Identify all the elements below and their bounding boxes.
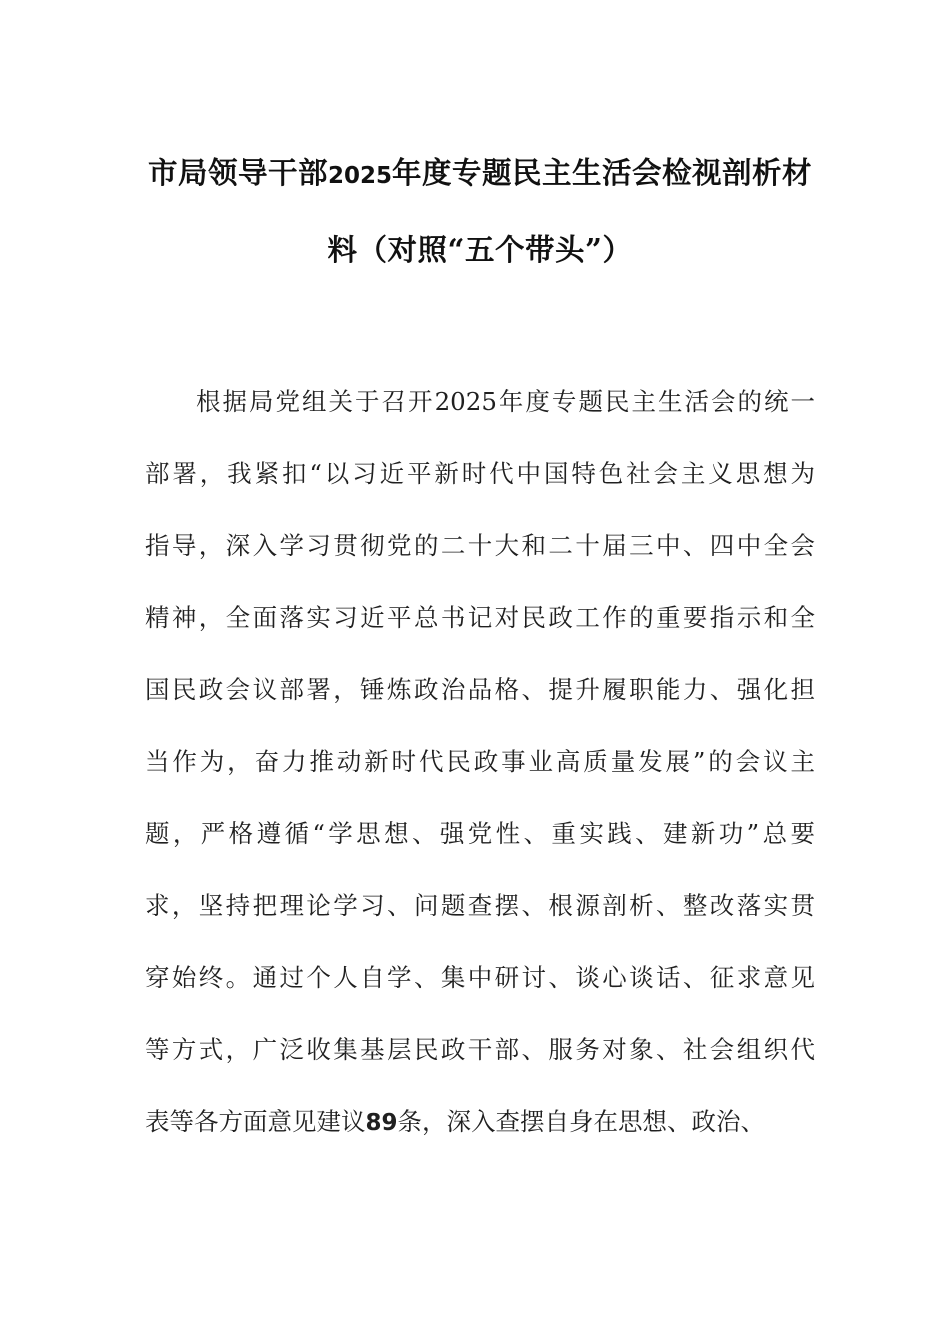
title-line-1: 市局领导干部2025年度专题民主生活会检视剖析材: [147, 155, 813, 190]
numeral: 89: [365, 1110, 398, 1136]
body-line: 题，严格遵循“学思想、强党性、重实践、建新功”总要: [145, 819, 815, 848]
body-line: 当作为，奋力推动新时代民政事业高质量发展”的会议主: [145, 747, 815, 776]
body-line: 穿始终。通过个人自学、集中研讨、谈心谈话、征求意见: [145, 963, 815, 992]
body-line: 等方式，广泛收集基层民政干部、服务对象、社会组织代: [145, 1035, 815, 1064]
numeral: 2025: [327, 163, 392, 189]
body-line: 求，坚持把理论学习、问题查摆、根源剖析、整改落实贯: [145, 891, 815, 920]
body-line: 国民政会议部署，锤炼政治品格、提升履职能力、强化担: [145, 675, 815, 704]
body-line: 指导，深入学习贯彻党的二十大和二十届三中、四中全会: [145, 531, 815, 560]
body-line: 精神，全面落实习近平总书记对民政工作的重要指示和全: [145, 603, 815, 632]
body-line: [145, 366, 815, 438]
body-line: 部署，我紧扣“以习近平新时代中国特色社会主义思想为: [145, 459, 815, 488]
title-line-2: 料（对照“五个带头”）: [327, 232, 633, 267]
body-line-text: 根据局党组关于召开2025年度专题民主生活会的统一: [194, 387, 815, 416]
page-title: [145, 136, 815, 287]
document-body: [145, 366, 815, 1158]
body-line: 表等各方面意见建议89条，深入查摆自身在思想、政治、: [145, 1107, 766, 1136]
